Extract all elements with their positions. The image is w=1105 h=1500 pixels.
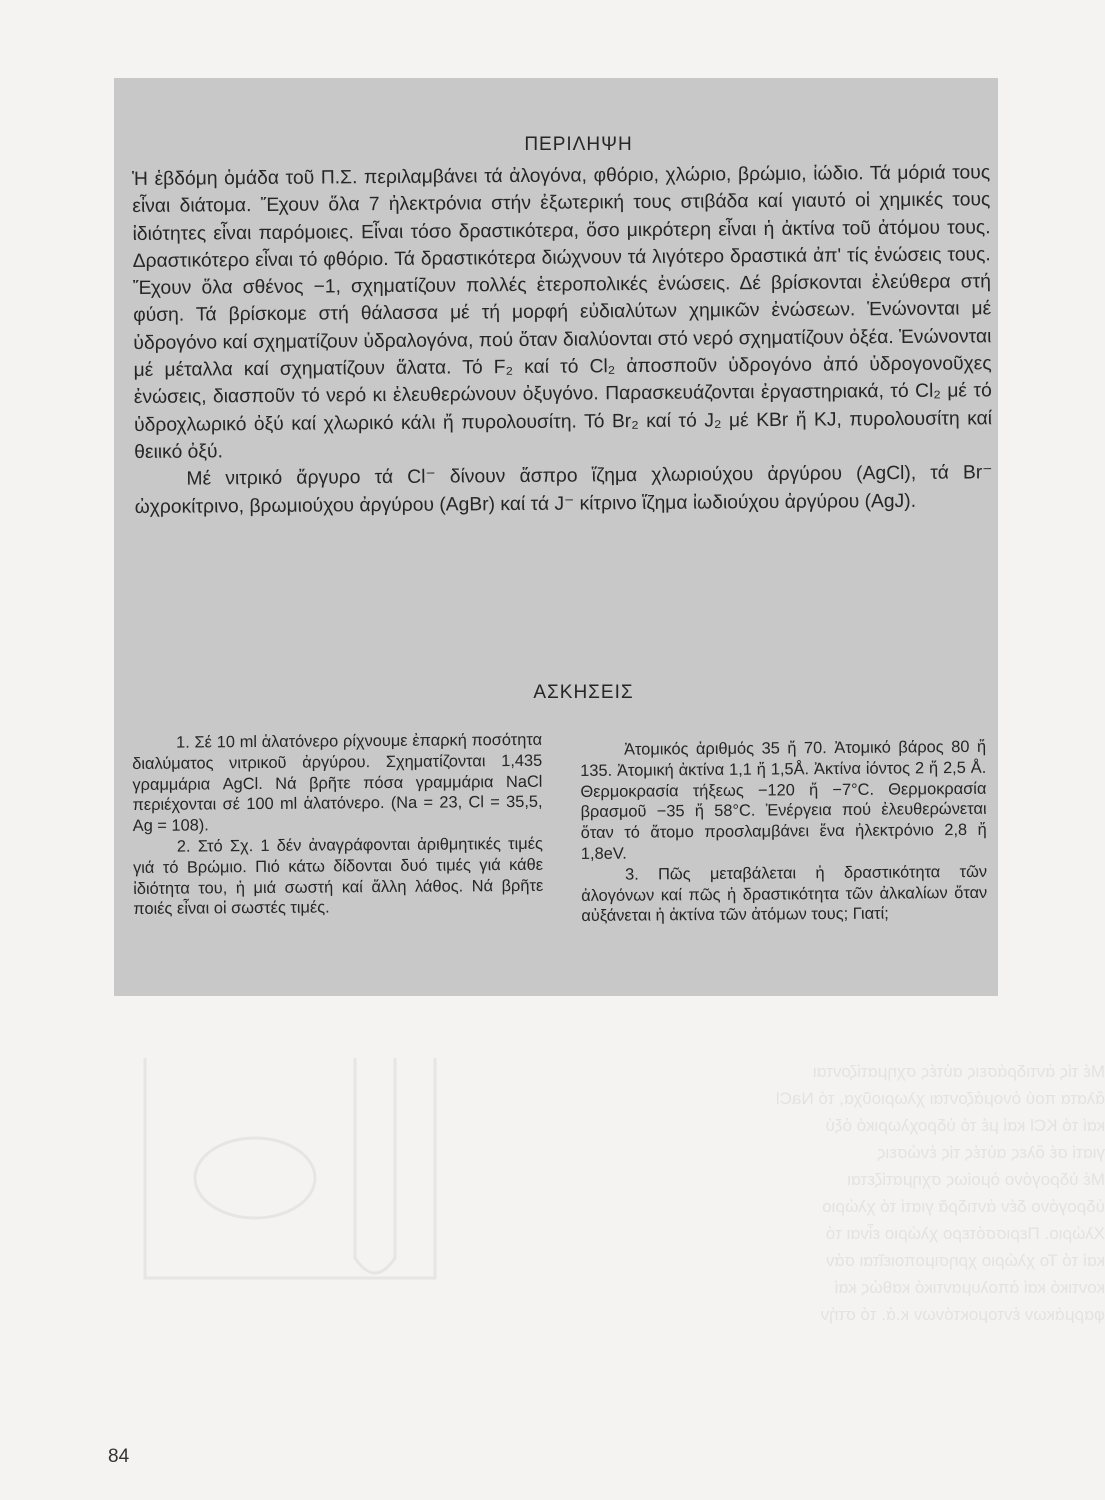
exercises-heading: ΑΣΚΗΣΕΙΣ: [533, 682, 634, 703]
exercises-left-column: [132, 730, 543, 920]
show-through-text: Μέ τίς ἀντιδράσεις αὐτές σχηματίζονται ἄλατα πού ὀνομάζονται χλωριοῦχα, τό NaCl καί τό KCl καί μέ τό ὑδροχλωρικό ὀξύ γιατί σέ ὅλες αὐτές τίς ἐνώσεις Μέ ὑδρογόνο ὁμοίως σχηματίζεται ὑδρογόνο δέν ἀντιδρᾶ γιατί τό χλώριο Χλώριο. Περισσότερο χλώριο εἶναι τό καί τό Το χλώριο χρησιμοποιεῖται σάν κοντικό καί ἀπολυμαντικό καθώς καί φαρμάκων ἐντομοκτόνων κ.ά. τό στήν: [775, 1062, 1105, 1324]
exercise-paragraph: 2. Στό Σχ. 1 δέν ἀναγράφονται ἀριθμητικές τιμές γιά τό Βρώμιο. Πιό κάτω δίδονται δυό τιμές γιά κάθε ἰδιότητα του, ἡ μιά σωστή καί ἄλλη λάθος. Νά βρῆτε ποιές εἶναι οἱ σωστές τιμές.: [132, 834, 544, 919]
summary-paragraph: Ἡ ἑβδόμη ὁμάδα τοῦ Π.Σ. περιλαμβάνει τά ἀλογόνα, φθόριο, χλώριο, βρώμιο, ἰώδιο. Τά μόριά τους εἶναι διάτομα. Ἔχουν ὅλα 7 ἠλεκτρόνια στήν ἐξωτερική τους στιβάδα καί γιαυτό οἱ χημικές τους ἰδιότητες εἶναι παρόμοιες. Εἶναι τόσο δραστικότερα, ὅσο μικρότερη εἶναι ἡ ἀκτίνα τοῦ ἀτόμου τους. Δραστικότερο εἶναι τό φθόριο. Τά δραστικότερα διώχνουν τά λιγότερο δραστικά ἀπ' τίς ἐνώσεις τους. Ἔχουν ὅλα σθένος −1, σχηματίζουν πολλές ἑτεροπολικές ἐνώσεις. Δέ βρίσκονται ἐλεύθερα στή φύση. Τά βρίσκομε στή θάλασσα μέ τή μορφή εὐδιαλύτων χημικῶν ἐνώσεων. Ἑνώνονται μέ ὑδρογόνο καί σχηματίζουν ὑδραλογόνα, πού ὅταν διαλύονται στό νερό σχηματίζουν ὀξέα. Ἑνώνονται μέ μέταλλα καί σχηματίζουν ἅλατα. Τό F₂ καί τό Cl₂ ἀποσποῦν ὑδρογόνο ἀπό ὑδρογονοῦχες ἐνώσεις, διασποῦν τό νερό κι ἐλευθερώνουν ὀξυγόνο. Παρασκευάζονται ἐργαστηριακά, τό Cl₂ μέ τό ὑδροχλωρικό ὀξύ καί χλωρικό κάλι ἤ πυρολουσίτη. Τό Br₂ καί τό J₂ μέ KBr ἤ KJ, πυρολουσίτη καί θειικό ὀξύ.: [132, 162, 993, 463]
summary-body: [132, 159, 993, 521]
exercise-paragraph: Ἀτομικός ἀριθμός 35 ἤ 70. Ἀτομικό βάρος 80 ἤ 135. Ἀτομική ἀκτίνα 1,1 ἤ 1,5Å. Ἀκτίνα ἰόντος 2 ἤ 2,5 Å. Θερμοκρασία τήξεως −120 ἤ −7°C. Θερμοκρασία βρασμοῦ −35 ἤ 58°C. Ἐνέργεια πού ἐλευθερώνεται ὅταν τό ἄτομο προσλαμβάνει ἕνα ἠλεκτρόνιο 2,8 ἤ 1,8eV.: [580, 737, 987, 863]
exercises-right-column: [580, 737, 987, 927]
summary-heading: ΠΕΡΙΛΗΨΗ: [524, 134, 633, 155]
exercise-paragraph: 1. Σέ 10 ml ἁλατόνερο ρίχνουμε ἐπαρκή ποσότητα διαλύματος νιτρικοῦ ἀργύρου. Σχηματίζονται 1,435 γραμμάρια AgCl. Νά βρῆτε πόσα γραμμάρια NaCl περιέχονται σέ 100 ml ἁλατόνερο. (Na = 23, Cl = 35,5, Ag = 108).: [132, 730, 543, 836]
exercise-paragraph: 3. Πῶς μεταβάλεται ἡ δραστικότητα τῶν ἀλογόνων καί πῶς ἡ δραστικότητα τῶν ἀλκαλίων ὅταν αὐξάνεται ἡ ἀκτίνα τῶν ἀτόμων τους; Γιατί;: [581, 862, 988, 926]
summary-paragraph: Μέ νιτρικό ἄργυρο τά Cl⁻ δίνουν ἄσπρο ἵζημα χλωριούχου ἀργύρου (AgCl), τά Br⁻ ὠχροκίτρινο, βρωμιούχου ἀργύρου (AgBr) καί τά J⁻ κίτρινο ἵζημα ἰωδιούχου ἀργύρου (AgJ).: [134, 462, 993, 518]
page-number: 84: [108, 1446, 130, 1467]
